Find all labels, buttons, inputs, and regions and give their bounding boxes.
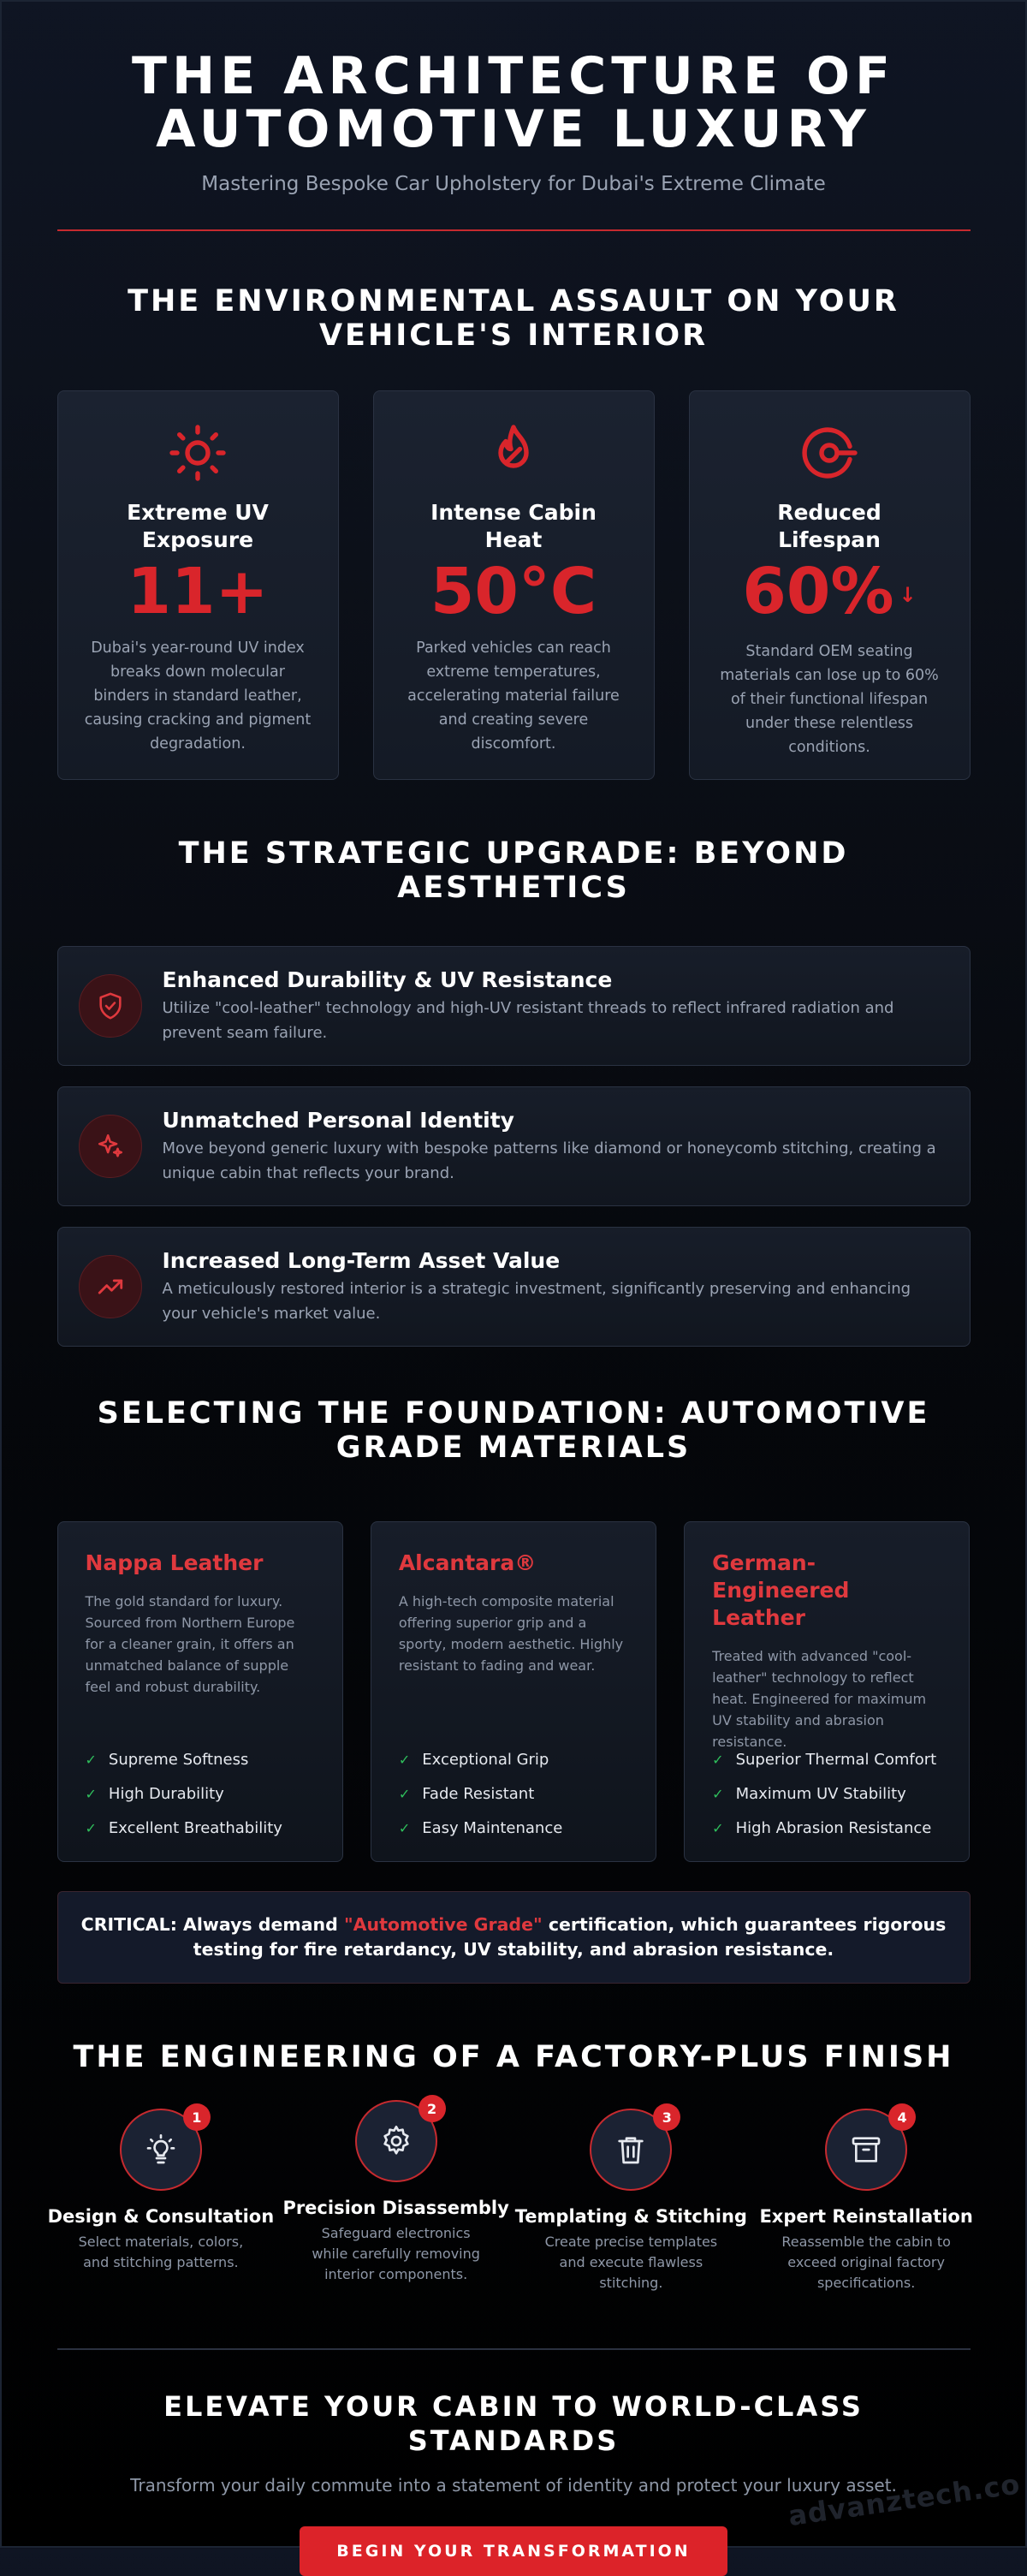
page-title-line-1: THE ARCHITECTURE OF [132, 46, 895, 106]
material-heading: Nappa Leather [85, 1550, 264, 1575]
strategic-item-text: Move beyond generic luxury with bespoke patterns like diamond or honeycomb stitching, creating a unique cabin that reflects your brand. [162, 1139, 936, 1182]
material-description: Treated with advanced "cool-leather" technology to reflect heat. Engineered for maximum UV stability and abrasion resistance. [712, 1648, 927, 1750]
page-title-line-2: AUTOMOTIVE LUXURY [156, 99, 871, 159]
strategic-item-heading: Enhanced Durability & UV Resistance [162, 967, 613, 992]
strategic-item-heading: Increased Long-Term Asset Value [162, 1248, 561, 1273]
environment-cards [57, 390, 971, 780]
step-text: Reassemble the cabin to exceed original factory specifications. [781, 2234, 951, 2291]
env-stat-value: 11+ [127, 555, 269, 628]
flame-icon [483, 422, 544, 484]
process-step-1 [44, 2109, 279, 2293]
material-card-nappa [57, 1521, 343, 1862]
gauge-icon [798, 422, 860, 484]
step-number-badge: 3 [653, 2103, 680, 2131]
check-icon: ✓ [85, 1786, 97, 1802]
env-card-heat [373, 390, 655, 780]
step-icon-circle [825, 2109, 907, 2191]
feature-label: Superior Thermal Comfort [735, 1751, 937, 1769]
step-icon-circle [120, 2109, 202, 2191]
check-icon: ✓ [712, 1786, 724, 1802]
env-card-heading: Extreme UV Exposure [127, 500, 269, 552]
down-arrow-icon: ↓ [899, 583, 917, 608]
feature-label: Fade Resistant [422, 1785, 535, 1803]
check-icon: ✓ [85, 1820, 97, 1836]
cta-subtitle: Transform your daily commute into a statement of identity and protect your luxury asset. [130, 2475, 897, 2496]
strategic-item-text: Utilize "cool-leather" technology and high-UV resistant threads to reflect infrared radiation and prevent seam failure. [162, 999, 894, 1042]
env-card-heading: Reduced Lifespan [777, 500, 882, 552]
step-number-badge: 1 [183, 2103, 211, 2131]
strategic-section-title: THE STRATEGIC UPGRADE: BEYOND AESTHETICS [178, 836, 849, 905]
step-heading: Design & Consultation [47, 2206, 275, 2227]
process-steps [44, 2100, 984, 2293]
check-icon: ✓ [398, 1820, 411, 1836]
watermark: advanztech.co [786, 2467, 1023, 2532]
env-card-stat [374, 557, 654, 626]
list-item [86, 1743, 282, 1777]
step-text: Create precise templates and execute flawless stitching. [544, 2234, 718, 2291]
strategic-icon-badge [79, 1255, 142, 1318]
trending-up-icon [96, 1272, 125, 1301]
environment-section-title [57, 284, 971, 353]
trash-icon [614, 2133, 648, 2167]
feature-label: Exceptional Grip [422, 1751, 549, 1769]
step-text: Safeguard electronics while carefully removing interior components. [312, 2225, 480, 2282]
critical-line-1 [58, 1913, 970, 1937]
page-title [57, 46, 971, 159]
check-icon: ✓ [85, 1752, 97, 1768]
strategic-icon-badge [79, 974, 142, 1038]
env-card-lifespan [689, 390, 971, 780]
process-step-3 [514, 2109, 749, 2293]
feature-label: Excellent Breathability [108, 1819, 282, 1837]
header-divider [57, 229, 971, 231]
critical-highlight: "Automotive Grade" [343, 1914, 543, 1935]
env-card-stat [690, 557, 970, 629]
hero-header [57, 0, 971, 231]
step-number-badge: 4 [888, 2103, 916, 2131]
step-heading: Templating & Stitching [514, 2206, 747, 2227]
env-stat-value: 60% [742, 555, 894, 628]
step-icon-circle [590, 2109, 672, 2191]
materials-title-text: SELECTING THE FOUNDATION: AUTOMOTIVE GRADE MATERIALS [97, 1396, 930, 1465]
strategic-item-heading: Unmatched Personal Identity [162, 1108, 514, 1133]
materials-cards [57, 1521, 971, 1862]
step-icon-circle [355, 2100, 437, 2182]
env-card-text: Standard OEM seating materials can lose up to 60% of their functional lifespan under these relentless conditions. [720, 643, 939, 757]
sun-icon [167, 422, 229, 484]
env-card-text: Parked vehicles can reach extreme temperatures, accelerating material failure and creating severe discomfort. [407, 640, 620, 753]
material-description: The gold standard for luxury. Sourced from Northern Europe for a cleaner grain, it offers an unmatched balance of supple feel and robust durability. [85, 1593, 295, 1695]
list-item [86, 1812, 282, 1846]
step-number-badge: 2 [419, 2095, 446, 2122]
list-item [712, 1812, 936, 1846]
strategic-item-asset-value [57, 1227, 971, 1347]
shield-check-icon [96, 991, 125, 1020]
feature-label: Supreme Softness [108, 1751, 249, 1769]
list-item [712, 1743, 936, 1777]
check-icon: ✓ [712, 1820, 724, 1836]
page-content [47, 0, 973, 2576]
begin-transformation-button[interactable]: BEGIN YOUR TRANSFORMATION [300, 2526, 727, 2576]
list-item [86, 1777, 282, 1812]
strategic-item-identity [57, 1086, 971, 1206]
feature-label: Maximum UV Stability [735, 1785, 906, 1803]
material-feature-list [712, 1743, 936, 1846]
material-description: A high-tech composite material offering superior grip and a sporty, modern aesthetic. Highly resistant to fading and wear. [398, 1593, 624, 1674]
critical-prefix: CRITICAL: Always demand [80, 1914, 344, 1935]
check-icon: ✓ [712, 1752, 724, 1768]
list-item [399, 1777, 562, 1812]
critical-line-2: testing for fire retardancy, UV stability, and abrasion resistance. [193, 1939, 834, 1960]
page-subtitle: Mastering Bespoke Car Upholstery for Dubai's Extreme Climate [201, 173, 826, 195]
list-item [399, 1812, 562, 1846]
process-step-4 [749, 2109, 984, 2293]
strategic-item-durability [57, 946, 971, 1066]
archive-icon [849, 2133, 883, 2167]
material-feature-list [399, 1743, 562, 1846]
step-heading: Expert Reinstallation [759, 2206, 973, 2227]
critical-suffix: certification, which guarantees rigorous [542, 1914, 947, 1935]
feature-label: Easy Maintenance [422, 1819, 563, 1837]
env-stat-value: 50°C [430, 555, 597, 628]
feature-label: High Durability [108, 1785, 224, 1803]
materials-section-title [57, 1396, 971, 1465]
strategic-icon-badge [79, 1115, 142, 1178]
material-heading: Alcantara® [398, 1550, 537, 1575]
lightbulb-icon [144, 2133, 178, 2167]
strategic-list [57, 946, 971, 1347]
footer-divider [57, 2348, 971, 2350]
material-feature-list [86, 1743, 282, 1846]
environment-title-text: THE ENVIRONMENTAL ASSAULT ON YOUR VEHICLE'S INTERIOR [128, 284, 899, 353]
critical-notice [57, 1891, 971, 1984]
check-icon: ✓ [398, 1786, 411, 1802]
feature-label: High Abrasion Resistance [735, 1819, 932, 1837]
engineering-section-title: THE ENGINEERING OF A FACTORY-PLUS FINISH [73, 2040, 954, 2074]
process-step-2 [278, 2100, 514, 2285]
step-text: Select materials, colors, and stitching patterns. [78, 2234, 244, 2270]
material-card-alcantara [371, 1521, 656, 1862]
material-heading: German-Engineered Leather [712, 1550, 850, 1630]
env-card-stat [58, 557, 338, 626]
sparkles-icon [96, 1132, 125, 1161]
env-card-text: Dubai's year-round UV index breaks down molecular binders in standard leather, causing cracking and pigment degradation. [84, 640, 312, 753]
gear-icon [379, 2124, 413, 2158]
strategic-item-text: A meticulously restored interior is a strategic investment, significantly preserving and enhancing your vehicle's market value. [162, 1280, 911, 1323]
list-item [399, 1743, 562, 1777]
env-card-uv [57, 390, 339, 780]
env-card-heading: Intense Cabin Heat [430, 500, 597, 552]
list-item [712, 1777, 936, 1812]
cta-title: ELEVATE YOUR CABIN TO WORLD-CLASS STANDARDS [163, 2390, 864, 2457]
check-icon: ✓ [398, 1752, 411, 1768]
step-heading: Precision Disassembly [282, 2198, 509, 2218]
material-card-german-leather [684, 1521, 970, 1862]
